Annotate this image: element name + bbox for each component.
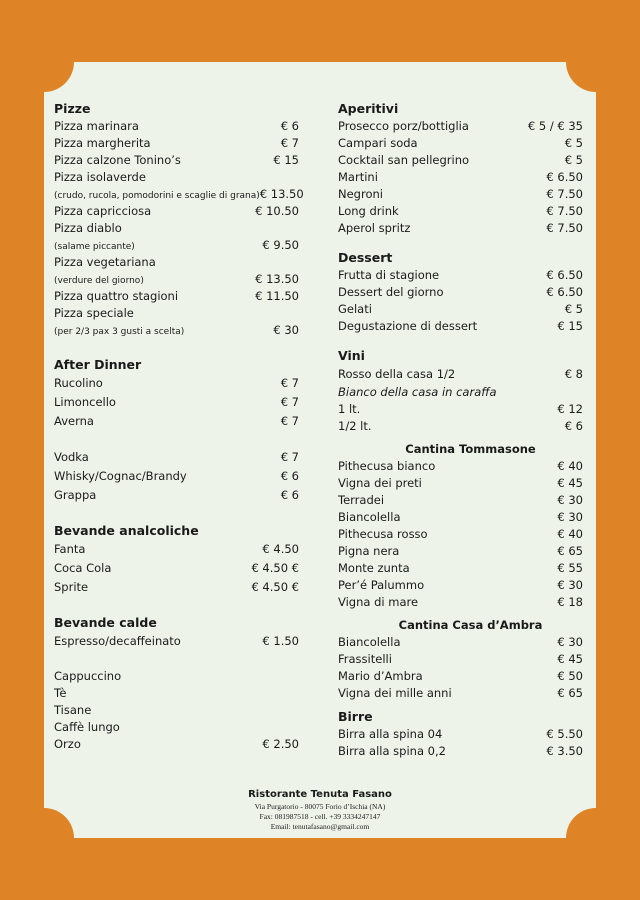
item-name: Orzo xyxy=(54,737,81,751)
restaurant-name: Ristorante Tenuta Fasano xyxy=(248,789,392,800)
item-name: Terradei xyxy=(338,493,385,507)
menu-item xyxy=(338,743,583,760)
item-price: € 12 xyxy=(557,402,583,416)
menu-item xyxy=(54,152,299,169)
item-price: € 5 xyxy=(564,136,583,150)
item-name: Rosso della casa 1/2 xyxy=(338,367,456,381)
item-price: € 6 xyxy=(280,488,299,502)
item-price: € 6 xyxy=(564,419,583,433)
menu-item xyxy=(338,475,583,492)
item-price: € 65 xyxy=(557,686,583,700)
item-name: Long drink xyxy=(338,204,399,218)
section-title-birre: Birre xyxy=(338,709,373,724)
item-name: Vigna di mare xyxy=(338,595,419,609)
item-price: € 55 xyxy=(557,561,583,575)
item-name: Coca Cola xyxy=(54,561,112,575)
menu-item xyxy=(54,203,299,220)
menu-item xyxy=(338,577,583,594)
email: Email: tenutafasano@gmail.com xyxy=(270,822,370,831)
item-name: Aperol spritz xyxy=(338,221,411,235)
item-name: Biancolella xyxy=(338,635,401,649)
menu-item xyxy=(338,526,583,543)
menu-item xyxy=(54,632,299,651)
item-name: Pizza quattro stagioni xyxy=(54,289,179,303)
menu-item xyxy=(338,203,583,220)
item-price: € 7.50 xyxy=(546,221,583,235)
menu-item xyxy=(54,374,299,393)
section-title-pizze: Pizze xyxy=(54,101,91,116)
item-price: € 4.50 € xyxy=(251,561,299,575)
tommasone-list xyxy=(338,458,583,611)
bianco-list xyxy=(338,401,583,435)
item-price: € 40 xyxy=(557,527,583,541)
item-price: € 4.50 € xyxy=(251,580,299,594)
item-name: Pizza marinara xyxy=(54,119,139,133)
menu-item xyxy=(54,467,299,486)
item-price: € 15 xyxy=(273,153,299,167)
item-price: € 6 xyxy=(280,469,299,483)
item-name: Caffè lungo xyxy=(54,720,120,734)
phone: Fax: 081987518 - cell. +39 3334247147 xyxy=(259,812,381,821)
menu-item xyxy=(54,412,299,431)
section-title-analcoliche: Bevande analcoliche xyxy=(54,523,199,538)
item-name: (salame piccante) xyxy=(54,242,135,252)
item-price: € 5 / € 35 xyxy=(527,119,583,133)
item-name: Monte zunta xyxy=(338,561,410,575)
menu-item xyxy=(338,401,583,418)
right-column xyxy=(338,100,583,760)
item-price: € 6.50 xyxy=(546,285,583,299)
item-name: Pizza calzone Tonino’s xyxy=(54,153,181,167)
menu-item xyxy=(338,135,583,152)
menu-item xyxy=(338,365,583,384)
menu-item xyxy=(338,634,583,651)
item-name: (per 2/3 pax 3 gusti a scelta) xyxy=(54,327,185,337)
item-price: € 50 xyxy=(557,669,583,683)
corner-notch xyxy=(566,32,626,92)
item-price: € 7 xyxy=(280,376,299,390)
menu-item xyxy=(338,726,583,743)
section-title-tommasone: Cantina Tommasone xyxy=(405,442,536,456)
item-name: Sprite xyxy=(54,580,89,594)
item-name: Tè xyxy=(54,686,67,700)
item-price: € 45 xyxy=(557,652,583,666)
item-price: € 2.50 xyxy=(262,737,299,751)
ambra-list xyxy=(338,634,583,702)
section-title-calde: Bevande calde xyxy=(54,615,157,630)
item-name: Dessert del giorno xyxy=(338,285,444,299)
menu-item xyxy=(54,486,299,505)
calde-list xyxy=(54,632,299,651)
item-price: € 7 xyxy=(280,450,299,464)
item-name: Rucolino xyxy=(54,376,103,390)
section-title-ambra: Cantina Casa d’Ambra xyxy=(398,618,543,632)
left-column xyxy=(54,100,304,753)
item-price: € 15 xyxy=(557,319,583,333)
item-price: € 7 xyxy=(280,414,299,428)
item-price: € 30 xyxy=(557,578,583,592)
menu-item xyxy=(338,118,583,135)
item-name: Pigna nera xyxy=(338,544,400,558)
menu-item xyxy=(338,318,583,335)
item-name: Averna xyxy=(54,414,94,428)
menu-item xyxy=(54,322,299,339)
corner-notch xyxy=(14,32,74,92)
item-price: € 6 xyxy=(280,119,299,133)
item-price: € 13.50 xyxy=(255,272,299,286)
item-name: Grappa xyxy=(54,488,97,502)
item-name: Frutta di stagione xyxy=(338,268,440,282)
item-name: Vodka xyxy=(54,450,89,464)
menu-item xyxy=(54,719,299,736)
item-name: Limoncello xyxy=(54,395,116,409)
menu-item xyxy=(338,594,583,611)
item-name: Degustazione di dessert xyxy=(338,319,478,333)
menu-item xyxy=(54,702,299,719)
item-price: € 6.50 xyxy=(546,170,583,184)
item-name: Frassitelli xyxy=(338,652,392,666)
item-price: € 5 xyxy=(564,302,583,316)
item-name: Cocktail san pellegrino xyxy=(338,153,470,167)
item-name: Vigna dei mille anni xyxy=(338,686,452,700)
item-name: Prosecco porz/bottiglia xyxy=(338,119,469,133)
menu-item xyxy=(54,305,299,322)
menu-item xyxy=(54,169,299,186)
item-price: € 4.50 xyxy=(262,542,299,556)
item-name: Pithecusa rosso xyxy=(338,527,428,541)
item-name: Pithecusa bianco xyxy=(338,459,436,473)
item-price: € 11.50 xyxy=(255,289,299,303)
item-price: € 13.50 xyxy=(259,187,304,201)
section-title-vini: Vini xyxy=(338,348,365,363)
footer xyxy=(44,788,596,832)
menu-item xyxy=(338,651,583,668)
address: Via Purgatorio - 80075 Forio d’Ischia (NA) xyxy=(254,802,386,811)
menu-item xyxy=(54,448,299,467)
item-name: Birra alla spina 04 xyxy=(338,727,443,741)
menu-item xyxy=(54,685,299,702)
after-dinner-list-2 xyxy=(54,448,299,505)
item-name: Espresso/decaffeinato xyxy=(54,634,181,648)
menu-item xyxy=(338,284,583,301)
menu-item xyxy=(338,169,583,186)
item-name: Vigna dei preti xyxy=(338,476,422,490)
menu-item xyxy=(338,301,583,318)
item-name: Pizza margherita xyxy=(54,136,151,150)
item-name: 1/2 lt. xyxy=(338,419,372,433)
aperitivi-list xyxy=(338,118,583,237)
item-price: € 7.50 xyxy=(546,187,583,201)
item-name: Pizza isolaverde xyxy=(54,170,146,184)
item-price: € 45 xyxy=(557,476,583,490)
item-price: € 6.50 xyxy=(546,268,583,282)
item-name: Gelati xyxy=(338,302,372,316)
item-price: € 3.50 xyxy=(546,744,583,758)
item-price: € 5.50 xyxy=(546,727,583,741)
menu-item xyxy=(54,393,299,412)
item-name: Campari soda xyxy=(338,136,418,150)
menu-item xyxy=(338,685,583,702)
item-price: € 9.50 xyxy=(262,238,299,252)
menu-item xyxy=(338,186,583,203)
item-price: € 30 xyxy=(273,323,299,337)
item-price: € 7 xyxy=(280,395,299,409)
item-price: € 5 xyxy=(564,153,583,167)
item-price: € 7.50 xyxy=(546,204,583,218)
menu-item xyxy=(54,254,299,271)
menu-item xyxy=(54,578,299,597)
menu-card xyxy=(44,62,596,838)
menu-item xyxy=(54,118,299,135)
item-price: € 1.50 xyxy=(262,634,299,648)
item-price: € 30 xyxy=(557,510,583,524)
item-name: (verdure del giorno) xyxy=(54,276,144,286)
menu-item xyxy=(54,736,299,753)
item-name: Fanta xyxy=(54,542,86,556)
item-name: Birra alla spina 0,2 xyxy=(338,744,446,758)
item-price: € 10.50 xyxy=(255,204,299,218)
menu-item xyxy=(338,418,583,435)
menu-item xyxy=(338,668,583,685)
bianco-subtitle: Bianco della casa in caraffa xyxy=(338,385,497,399)
menu-item xyxy=(338,509,583,526)
item-name: Pizza speciale xyxy=(54,306,134,320)
section-title-dessert: Dessert xyxy=(338,250,393,265)
item-name: Pizza vegetariana xyxy=(54,255,156,269)
item-name: Mario d’Ambra xyxy=(338,669,423,683)
item-name: Negroni xyxy=(338,187,383,201)
dessert-list xyxy=(338,267,583,335)
item-name: Biancolella xyxy=(338,510,401,524)
item-name: Pizza diablo xyxy=(54,221,122,235)
item-price: € 7 xyxy=(280,136,299,150)
menu-item xyxy=(338,267,583,284)
menu-item xyxy=(338,152,583,169)
item-price: € 40 xyxy=(557,459,583,473)
item-price: € 30 xyxy=(557,635,583,649)
item-name: (crudo, rucola, pomodorini e scaglie di grana) xyxy=(54,191,260,201)
item-price: € 18 xyxy=(557,595,583,609)
menu-item xyxy=(54,237,299,254)
menu-item xyxy=(338,220,583,237)
menu-item xyxy=(54,220,299,237)
menu-item xyxy=(54,540,299,559)
menu-item xyxy=(338,543,583,560)
item-price: € 30 xyxy=(557,493,583,507)
calde-list-2 xyxy=(54,668,299,753)
item-price: € 8 xyxy=(564,367,583,381)
item-name: 1 lt. xyxy=(338,402,361,416)
item-name: Cappuccino xyxy=(54,669,122,683)
menu-item xyxy=(54,186,304,203)
item-name: Whisky/Cognac/Brandy xyxy=(54,469,187,483)
menu-item xyxy=(338,492,583,509)
menu-item xyxy=(54,271,299,288)
item-name: Martini xyxy=(338,170,378,184)
birre-list xyxy=(338,726,583,760)
menu-item xyxy=(54,559,299,578)
after-dinner-list xyxy=(54,374,299,431)
section-title-after-dinner: After Dinner xyxy=(54,357,142,372)
analcoliche-list xyxy=(54,540,299,597)
section-title-aperitivi: Aperitivi xyxy=(338,101,399,116)
item-name: Per’é Palummo xyxy=(338,578,425,592)
menu-item xyxy=(54,668,299,685)
item-name: Tisane xyxy=(54,703,92,717)
menu-item xyxy=(54,288,299,305)
pizze-list xyxy=(54,118,304,339)
menu-item xyxy=(338,458,583,475)
menu-item xyxy=(338,560,583,577)
menu-item xyxy=(54,135,299,152)
item-price: € 65 xyxy=(557,544,583,558)
item-name: Pizza capricciosa xyxy=(54,204,152,218)
